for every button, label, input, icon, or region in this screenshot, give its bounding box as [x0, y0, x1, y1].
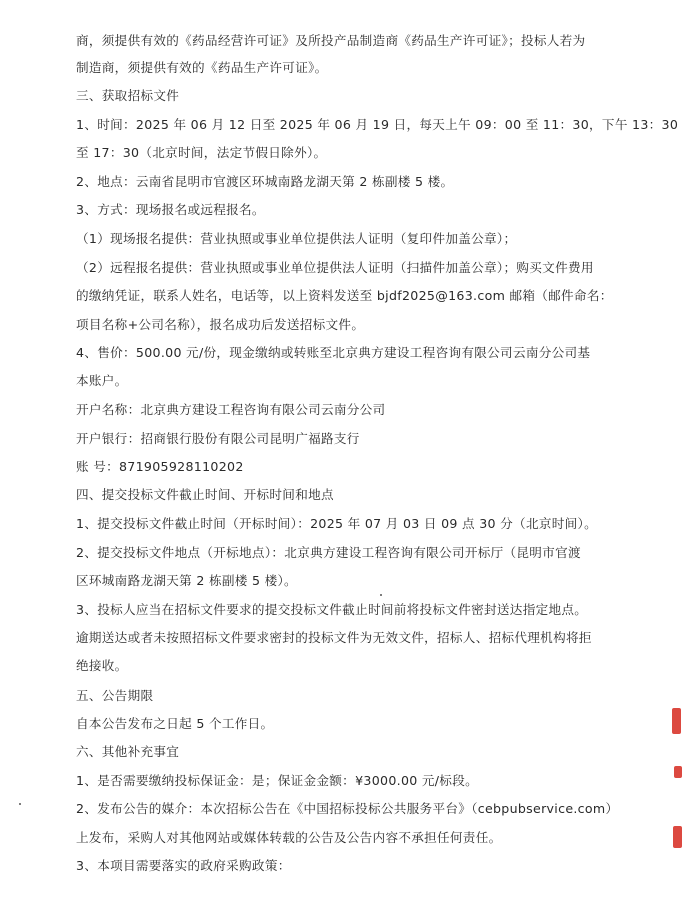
text-line: 区环城南路龙湖天第 2 栋副楼 5 楼）。 [76, 573, 297, 588]
stamp-fragment [672, 708, 681, 734]
text-line: 上发布，采购人对其他网站或媒体转载的公告及公告内容不承担任何责任。 [76, 830, 502, 845]
section-heading: 六、其他补充事宜 [76, 744, 180, 759]
text-line: 至 17：30（北京时间，法定节假日除外）。 [76, 145, 327, 160]
text-line: 3、投标人应当在招标文件要求的提交投标文件截止时间前将投标文件密封送达指定地点。 [76, 602, 588, 617]
stamp-fragment [674, 766, 682, 778]
account-name-line: 开户名称：北京典方建设工程咨询有限公司云南分公司 [76, 402, 386, 417]
text-line: （2）远程报名提供：营业执照或事业单位提供法人证明（扫描件加盖公章）；购买文件费用 [76, 260, 594, 275]
bank-line: 开户银行：招商银行股份有限公司昆明广福路支行 [76, 431, 360, 446]
text-line: 1、提交投标文件截止时间（开标时间）：2025 年 07 月 03 日 09 点 30 分（北京时间）。 [76, 516, 598, 531]
text-line: 1、时间：2025 年 06 月 12 日至 2025 年 06 月 19 日，每天上午 09：00 至 11：30，下午 13：30 [76, 117, 679, 132]
section-heading: 三、获取招标文件 [76, 88, 180, 103]
text-line: 3、方式：现场报名或远程报名。 [76, 202, 265, 217]
text-line: 2、地点：云南省昆明市官渡区环城南路龙湖天第 2 栋副楼 5 楼。 [76, 174, 454, 189]
text-line: 项目名称+公司名称），报名成功后发送招标文件。 [76, 317, 365, 332]
text-line: 自本公告发布之日起 5 个工作日。 [76, 716, 274, 731]
text-line: 的缴纳凭证，联系人姓名，电话等，以上资料发送至 bjdf2025@163.com 邮箱（邮件命名： [76, 288, 613, 303]
text-line: 逾期送达或者未按照招标文件要求密封的投标文件为无效文件，招标人、招标代理机构将拒 [76, 630, 592, 645]
account-number-line: 账 号：871905928110202 [76, 459, 244, 474]
text-line: 制造商，须提供有效的《药品生产许可证》。 [76, 60, 328, 75]
scan-speck [19, 803, 21, 805]
stamp-fragment [673, 826, 682, 848]
section-heading: 五、公告期限 [76, 688, 154, 703]
scan-speck [380, 594, 382, 596]
text-line: 4、售价：500.00 元/份，现金缴纳或转账至北京典方建设工程咨询有限公司云南分公司基 [76, 345, 591, 360]
text-line: 商，须提供有效的《药品经营许可证》及所投产品制造商《药品生产许可证》；投标人若为 [76, 33, 586, 48]
text-line: 1、是否需要缴纳投标保证金：是；保证金金额：¥3000.00 元/标段。 [76, 773, 478, 788]
text-line: 绝接收。 [76, 658, 128, 673]
text-line: 本账户。 [76, 373, 128, 388]
text-line: （1）现场报名提供：营业执照或事业单位提供法人证明（复印件加盖公章）； [76, 231, 517, 246]
text-line: 2、发布公告的媒介：本次招标公告在《中国招标投标公共服务平台》（cebpubservice.com） [76, 801, 619, 816]
section-heading: 四、提交投标文件截止时间、开标时间和地点 [76, 487, 334, 502]
text-line: 2、提交投标文件地点（开标地点）：北京典方建设工程咨询有限公司开标厅（昆明市官渡 [76, 545, 581, 560]
text-line: 3、本项目需要落实的政府采购政策： [76, 858, 291, 873]
